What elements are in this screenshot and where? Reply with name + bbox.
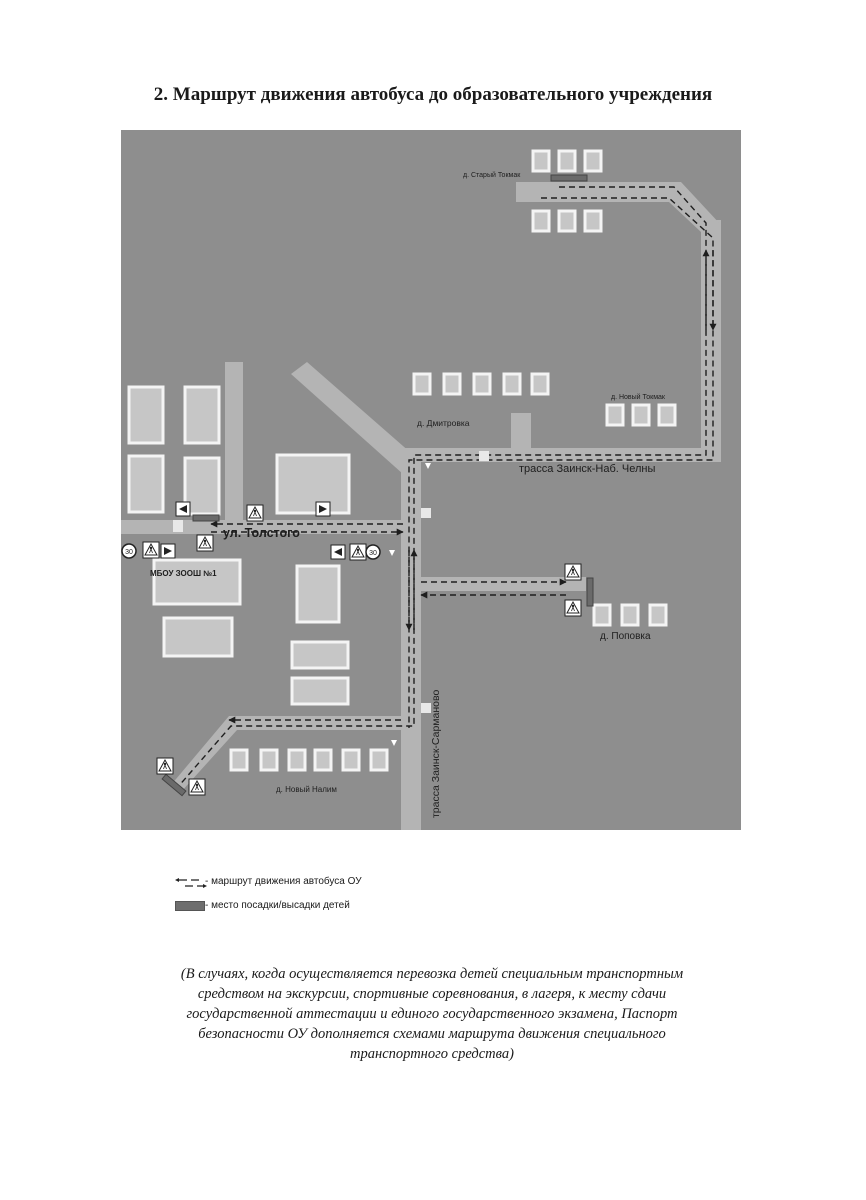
footnote-line: транспортного средства) — [350, 1046, 514, 1062]
route-arrow-icon — [175, 877, 207, 889]
label-stary-tokmak: д. Старый Токмак — [463, 172, 521, 179]
page-title: 2. Маршрут движения автобуса до образовательного учреждения — [153, 84, 713, 105]
pedestrian-crossing-sign-icon — [565, 600, 581, 616]
speed-limit-value: 30 — [369, 550, 377, 557]
footnote — [112, 964, 752, 1064]
bus-stop-icon — [587, 578, 593, 606]
label-popovka: д. Поповка — [600, 631, 651, 642]
bus-stop-icon — [551, 175, 587, 181]
bus-stop-sign-icon — [316, 502, 330, 516]
footnote-line: государственной аттестации и единого государственного экзамена, Паспорт — [186, 1006, 678, 1022]
pedestrian-crossing-sign-icon — [247, 505, 263, 521]
route-map — [121, 130, 741, 830]
bus-stop-sign-icon — [176, 502, 190, 516]
footnote-line: средством на экскурсии, спортивные соревнования, в лагеря, к месту сдачи — [197, 986, 667, 1002]
speed-limit-value: 30 — [125, 549, 133, 556]
pedestrian-crossing-sign-icon — [143, 542, 159, 558]
footnote-line: безопасности ОУ дополняется схемами маршрута движения специального — [198, 1026, 666, 1042]
label-dmitrovka: д. Дмитровка — [417, 418, 470, 428]
bus-stop-sign-icon — [161, 544, 175, 558]
footnote-line: (В случаях, когда осуществляется перевозка детей специальным транспортным — [180, 966, 684, 982]
bus-stop-icon — [175, 901, 205, 911]
label-highway-south: трасса Заинск-Сарманово — [430, 689, 442, 818]
label-novy-tokmak: д. Новый Токмак — [611, 394, 665, 401]
speed-limit-sign-icon — [366, 545, 380, 559]
label-street: ул. Толстого — [223, 526, 300, 540]
legend-stop-text: - место посадки/высадки детей — [205, 900, 350, 911]
pedestrian-crossing-sign-icon — [189, 779, 205, 795]
pedestrian-crossing-sign-icon — [350, 544, 366, 560]
pedestrian-crossing-sign-icon — [157, 758, 173, 774]
label-highway-east: трасса Заинск-Наб. Челны — [519, 463, 656, 475]
speed-limit-sign-icon — [122, 544, 136, 558]
label-novy-nalim: д. Новый Налим — [276, 785, 337, 794]
bus-stop-icon — [193, 515, 219, 521]
legend-route-text: - маршрут движения автобуса ОУ — [205, 876, 362, 887]
label-school: МБОУ ЗООШ №1 — [150, 569, 217, 578]
pedestrian-crossing-sign-icon — [565, 564, 581, 580]
bus-stop-sign-icon — [331, 545, 345, 559]
pedestrian-crossing-sign-icon — [197, 535, 213, 551]
